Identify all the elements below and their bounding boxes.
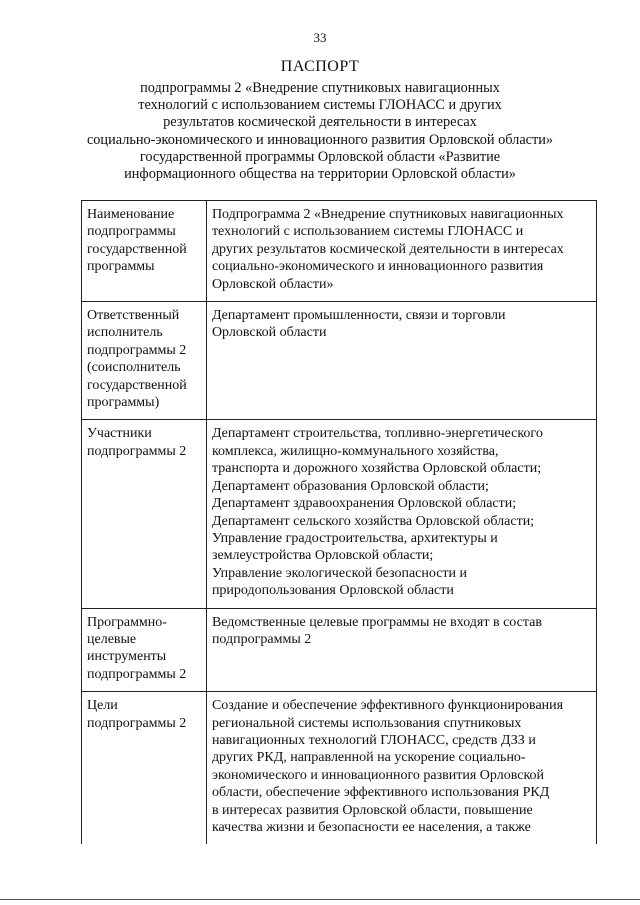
row-value-line: технологий с использованием системы ГЛОНАСС и	[211, 224, 524, 240]
row-label-line: государственной	[87, 241, 187, 257]
row-value-line: экономического и инновационного развития Орловской	[211, 767, 545, 783]
bottom-divider	[0, 899, 640, 900]
row-label-line: исполнитель	[87, 325, 163, 341]
row-value-line: Орловской области	[211, 325, 327, 341]
subtitle-line: технологий с использованием системы ГЛОНАСС и других	[138, 97, 502, 114]
passport-table	[81, 200, 597, 844]
row-label-line: инструменты	[87, 649, 167, 665]
row-value-line: качества жизни и безопасности ее населения, а также	[211, 820, 531, 835]
subtitle-line: информационного общества на территории Орловской области»	[124, 166, 516, 183]
page-number: 33	[313, 30, 327, 45]
row-label-line: подпрограммы 2	[87, 666, 187, 682]
row-label-cell	[82, 692, 207, 845]
row-value-cell	[206, 302, 596, 420]
row-label-line: подпрограммы 2	[87, 443, 187, 459]
document-subtitle	[60, 80, 580, 183]
row-label-line: программы	[87, 259, 155, 275]
row-value-line: региональной системы использования спутниковых	[211, 715, 522, 731]
passport-table-body	[82, 201, 597, 845]
row-label-line: Цели	[87, 698, 118, 714]
row-value-line: подпрограммы 2	[211, 631, 312, 647]
row-value-cell	[206, 608, 596, 692]
row-label-line: Участники	[87, 426, 152, 442]
row-label-line: (соисполнитель	[87, 360, 181, 376]
document-title: ПАСПОРТ	[280, 58, 360, 75]
row-value-line: Орловской области»	[211, 276, 334, 292]
row-label-line: государственной	[87, 377, 187, 393]
table-row	[82, 692, 597, 845]
table-row	[82, 201, 597, 302]
row-value-line: социально-экономического и инновационного развития	[211, 259, 544, 275]
row-value-cell	[206, 201, 596, 302]
subtitle-line: социально-экономического и инновационного развития Орловской области»	[86, 131, 554, 148]
subtitle-line: государственной программы Орловской области «Развитие	[139, 148, 501, 165]
row-value-line: в интересах развития Орловской области, повышение	[211, 802, 533, 818]
row-label-line: Ответственный	[87, 308, 180, 324]
row-value-line: транспорта и дорожного хозяйства Орловской области;	[211, 461, 542, 477]
row-value-line: других РКД, направленной на ускорение социально-	[211, 750, 526, 766]
table-row	[82, 608, 597, 692]
row-value-line: Управление градостроительства, архитектуры и	[211, 530, 498, 546]
row-value-line: Ведомственные целевые программы не входят в состав	[211, 614, 542, 630]
table-row	[82, 302, 597, 420]
row-value-line: области, обеспечение эффективного использования РКД	[211, 785, 550, 801]
row-label-line: подпрограммы 2	[87, 342, 187, 358]
row-value-line: других результатов космической деятельности в интересах	[211, 241, 564, 257]
row-label-cell	[82, 302, 207, 420]
row-label-cell	[82, 201, 207, 302]
row-value-line: Департамент промышленности, связи и торговли	[211, 308, 506, 324]
row-label-line: программы)	[87, 395, 160, 411]
subtitle-line: результатов космической деятельности в интересах	[163, 114, 477, 131]
row-value-cell	[206, 420, 596, 608]
row-value-line: Департамент здравоохранения Орловской области;	[211, 496, 517, 512]
row-value-line: Департамент строительства, топливно-энергетического	[211, 426, 543, 442]
row-label-line: целевые	[87, 631, 137, 647]
row-label-line: подпрограммы 2	[87, 715, 187, 731]
row-value-line: Создание и обеспечение эффективного функционирования	[211, 698, 564, 714]
row-label-cell	[82, 420, 207, 608]
row-label-line: Программно-	[87, 614, 167, 630]
row-value-line: Департамент сельского хозяйства Орловской области;	[211, 513, 535, 529]
row-value-line: Управление экологической безопасности и	[211, 565, 468, 581]
row-value-line: землеустройства Орловской области;	[211, 548, 434, 564]
row-label-line: Наименование	[87, 207, 175, 222]
row-value-line: Департамент образования Орловской области;	[211, 478, 489, 494]
subtitle-line: подпрограммы 2 «Внедрение спутниковых навигационных	[140, 80, 500, 96]
table-row	[82, 420, 597, 608]
row-value-line: природопользования Орловской области	[211, 583, 454, 599]
row-label-line: подпрограммы	[87, 224, 176, 240]
row-value-line: Подпрограмма 2 «Внедрение спутниковых навигационных	[211, 207, 564, 222]
row-value-cell	[206, 692, 596, 845]
row-value-line: комплекса, жилищно-коммунального хозяйства,	[211, 443, 499, 459]
row-value-line: навигационных технологий ГЛОНАСС, средств ДЗЗ и	[211, 732, 536, 748]
row-label-cell	[82, 608, 207, 692]
